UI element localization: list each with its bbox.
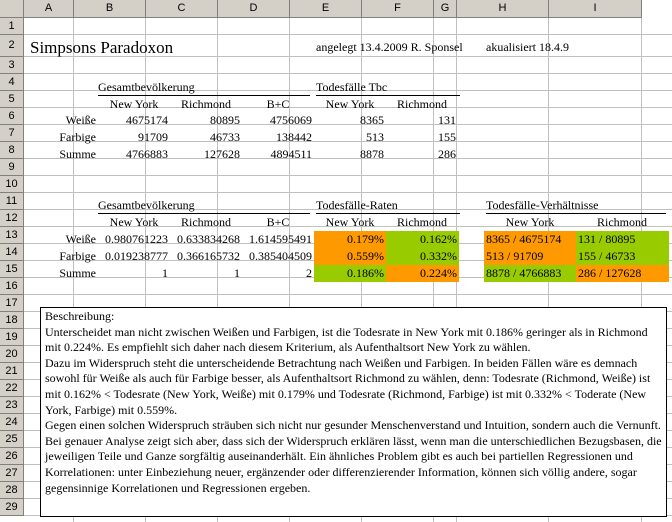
t1-cell[interactable]: 80895 [210,113,240,127]
row-header[interactable]: 10 [0,176,24,193]
gridline-row [24,192,672,193]
created-note[interactable]: angelegt 13.4.2009 R. Sponsel [316,40,463,54]
t1-cell[interactable]: 286 [438,147,456,161]
rate-cell-richmond-farbige[interactable]: 0.332% [386,248,459,265]
row-header[interactable]: 8 [0,142,24,159]
column-header[interactable]: D [218,0,290,18]
t1-col-richmond[interactable]: Richmond [181,97,231,111]
t2-label-farbige[interactable]: Farbige [59,249,96,263]
row-header[interactable]: 14 [0,244,24,261]
updated-note[interactable]: akualisiert 18.4.9 [486,40,569,54]
ratio-cell-ny-summe[interactable]: 8878 / 4766883 [484,265,576,282]
t1-cell[interactable]: 4894511 [270,147,312,161]
row-header[interactable]: 13 [0,227,24,244]
t1-cell[interactable]: 131 [438,113,456,127]
row-header[interactable]: 9 [0,159,24,176]
gridline-row [24,34,672,35]
description-paragraph-2: Dazu im Widerspruch steht die unterscheidende Betrachtung nach Weißen und Farbigen. In beiden Fällen wäre es demnach sowohl für Weiße als auch für Farbige besser, als Aufenthaltsort Richmond zu wählen, denn: Todesrate (Richmond, Weiße) ist mit 0.162% < Todesrate (New York, Weiße) mit 0.179% und Todesrate (Richmond, Farbige) ist mit 0.332% < Toderate (New York, Farbige) mit 0.559%. [45,355,651,417]
t2-cell[interactable]: 1 [234,266,240,280]
row-header[interactable]: 4 [0,74,24,91]
row-header[interactable]: 11 [0,193,24,210]
column-header[interactable]: H [457,0,549,18]
t2-label-weisse[interactable]: Weiße [65,232,96,246]
row-header[interactable]: 23 [0,397,24,414]
t1-cell[interactable]: 155 [438,130,456,144]
t2-cell[interactable]: 0.019238777 [105,249,168,263]
t1-cell[interactable]: 4756069 [270,113,312,127]
t2-col-richmond[interactable]: Richmond [181,215,231,229]
row-header[interactable]: 22 [0,380,24,397]
rate-cell-ny-weisse[interactable]: 0.179% [314,231,386,248]
ratio-cell-ny-weisse[interactable]: 8365 / 4675174 [484,231,576,248]
t2-cell[interactable]: 0.366165732 [177,249,240,263]
row-header[interactable]: 1 [0,18,24,35]
column-header[interactable]: F [362,0,434,18]
ratio-cell-richmond-summe[interactable]: 286 / 127628 [576,265,669,282]
t1-cell[interactable]: 46733 [210,130,240,144]
t2-cell[interactable]: 0.980761223 [105,232,168,246]
t2-rates-header[interactable]: Todesfälle-Raten [316,198,398,212]
rate-cell-ny-summe[interactable]: 0.186% [314,265,386,282]
t1-col-deaths-richmond[interactable]: Richmond [397,97,447,111]
t1-cell[interactable]: 4766883 [126,147,168,161]
row-header[interactable]: 15 [0,261,24,278]
column-header[interactable]: B [74,0,146,18]
column-header[interactable]: G [434,0,457,18]
row-header[interactable]: 19 [0,329,24,346]
row-header[interactable]: 28 [0,482,24,499]
row-header[interactable]: 17 [0,295,24,312]
t1-cell[interactable]: 513 [366,130,384,144]
row-header[interactable]: 2 [0,35,24,57]
row-header[interactable]: 26 [0,448,24,465]
rate-cell-ny-farbige[interactable]: 0.559% [314,248,386,265]
t2-col-ratio-ny[interactable]: New York [505,215,555,229]
row-header[interactable]: 27 [0,465,24,482]
ratio-cell-ny-farbige[interactable]: 513 / 91709 [484,248,576,265]
ratio-cell-richmond-weisse[interactable]: 131 / 80895 [576,231,669,248]
description-heading: Beschreibung: [45,309,115,323]
t1-label-summe[interactable]: Summe [59,147,96,161]
t1-col-bc[interactable]: B+C [266,97,290,111]
t2-col-ny[interactable]: New York [109,215,159,229]
row-header[interactable]: 3 [0,57,24,74]
t2-ratio-header[interactable]: Todesfälle-Verhältnisse [486,198,599,212]
gridline-row [24,294,672,295]
t2-col-ratio-richmond[interactable]: Richmond [597,215,647,229]
t2-col-rates-richmond[interactable]: Richmond [397,215,447,229]
description-paragraph-3: Gegen einen solchen Widerspruch sträuben sich nicht nur gesunder Menschenverstand und Intuition, sondern auch die Vernunft. Bei genauer Analyse zeigt sich aber, dass sich der Widerspruch erklären lässt, wenn man die unterschiedlichen Bezugsbasen, die jeweiligen Teile und Ganze sorgfältig auseinanderhält. Ein ähnliches Problem gibt es auch bei partiellen Regressionen und Korrelationen: unter Einbeziehung neuer, ergänzender oder differenzierender Information, können sich völlig andere, sogar gegensinnige Korrelationen und Regressionen ergeben. [45,418,662,495]
column-header[interactable]: I [549,0,642,18]
row-header[interactable]: 5 [0,91,24,108]
description-paragraph-1: Unterscheidet man nicht zwischen Weißen und Farbigen, ist die Todesrate in New York mit 0.186% geringer als in Richmond mit 0.224%. Es empfiehlt sich daher nach diesem Kriterium, als Aufenthaltsort New York zu wählen. [45,324,648,355]
t2-cell[interactable]: 0.385404509 [249,249,312,263]
rate-cell-richmond-weisse[interactable]: 0.162% [386,231,459,248]
t1-cell[interactable]: 4675174 [126,113,168,127]
t1-pop-header[interactable]: Gesamtbevölkerung [98,80,195,94]
row-header[interactable]: 29 [0,499,24,516]
row-header[interactable]: 6 [0,108,24,125]
t2-cell[interactable]: 1.614595491 [249,232,312,246]
row-header[interactable]: 16 [0,278,24,295]
ratio-cell-richmond-farbige[interactable]: 155 / 46733 [576,248,669,265]
column-header[interactable]: C [146,0,218,18]
t2-pop-header[interactable]: Gesamtbevölkerung [98,198,195,212]
t1-cell[interactable]: 8365 [360,113,384,127]
gridline-row [24,175,672,176]
select-all-corner[interactable] [0,0,24,18]
t2-cell[interactable]: 2 [306,266,312,280]
row-header[interactable]: 7 [0,125,24,142]
t2-col-rates-ny[interactable]: New York [325,215,375,229]
t2-label-summe[interactable]: Summe [59,266,96,280]
row-header[interactable]: 24 [0,414,24,431]
t1-cell[interactable]: 8878 [360,147,384,161]
t1-deaths-header[interactable]: Todesfälle Tbc [316,80,388,94]
column-header[interactable]: A [24,0,74,18]
gridline-row [24,73,672,74]
column-header[interactable]: E [290,0,362,18]
t1-cell[interactable]: 138442 [276,130,312,144]
t1-cell[interactable]: 91709 [138,130,168,144]
t1-label-farbige[interactable]: Farbige [59,130,96,144]
t1-col-deaths-ny[interactable]: New York [325,97,375,111]
description-textbox[interactable] [40,307,667,517]
row-header[interactable]: 18 [0,312,24,329]
t2-cell[interactable]: 0.633834268 [177,232,240,246]
sheet-title[interactable]: Simpsons Paradoxon [30,38,174,57]
t2-col-bc[interactable]: B+C [266,215,290,229]
row-header[interactable]: 12 [0,210,24,227]
row-header[interactable]: 20 [0,346,24,363]
rate-cell-richmond-summe[interactable]: 0.224% [386,265,459,282]
row-header[interactable]: 25 [0,431,24,448]
t2-cell[interactable]: 1 [162,266,168,280]
t1-col-ny[interactable]: New York [109,97,159,111]
t1-cell[interactable]: 127628 [204,147,240,161]
row-header[interactable]: 21 [0,363,24,380]
t1-label-weisse[interactable]: Weiße [65,113,96,127]
